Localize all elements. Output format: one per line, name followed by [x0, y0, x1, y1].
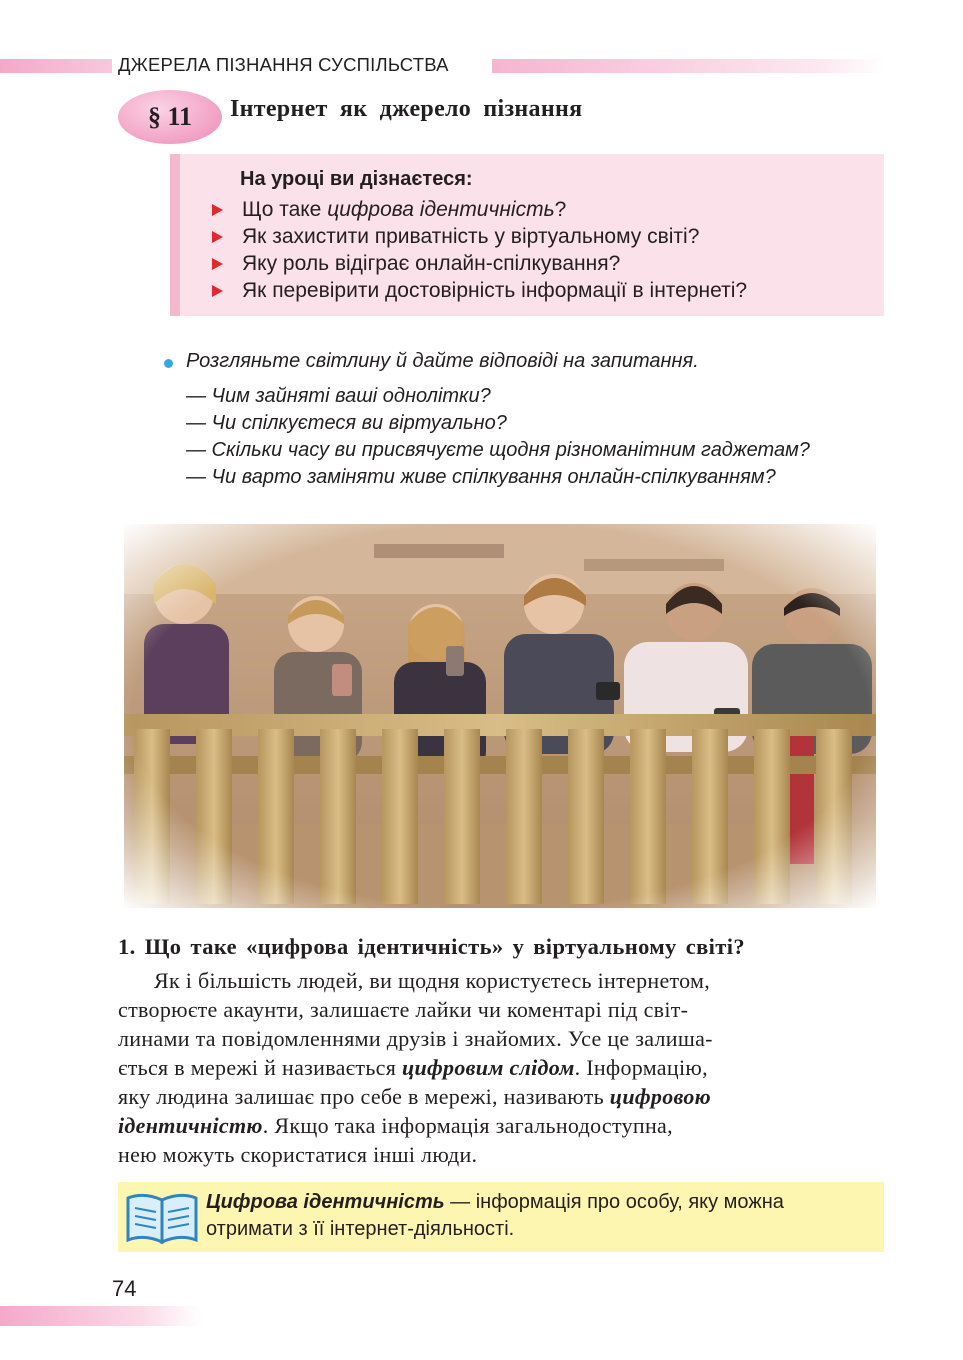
paragraph-number: § 11	[147, 102, 193, 131]
children-with-phones-photo	[124, 524, 876, 908]
learning-goals-box	[170, 154, 884, 316]
body-line: Як і більшість людей, ви щодня користуєтесь інтернетом,	[154, 968, 711, 993]
running-header-title: ДЖЕРЕЛА ПІЗНАННЯ СУСПІЛЬСТВА	[118, 54, 449, 75]
header-stripe-left	[0, 59, 112, 73]
triangle-bullet-icon	[212, 204, 223, 216]
task-question: — Чи спілкуєтеся ви віртуально?	[186, 412, 507, 434]
learning-goal-item: Як захистити приватність у віртуальному світі?	[210, 223, 747, 250]
learning-goal-item: Що таке цифрова ідентичність?	[210, 196, 747, 223]
task-question: — Чим зайняті ваші однолітки?	[186, 385, 491, 407]
task-question: — Чи варто заміняти живе спілкування онлайн-спілкуванням?	[186, 466, 776, 488]
body-line: линами та повідомленнями друзів і знайомих. Усе це залиша-	[118, 1026, 713, 1051]
open-book-icon	[126, 1188, 198, 1244]
learning-goals-list	[210, 196, 747, 304]
blue-dot-bullet-icon	[164, 359, 173, 368]
body-line: яку людина залишає про себе в мережі, називають цифровою	[118, 1084, 712, 1109]
learning-goal-item: Яку роль відіграє онлайн-спілкування?	[210, 250, 747, 277]
footer-stripe	[0, 1306, 200, 1326]
photo-illustration	[124, 524, 876, 908]
lesson-title: Інтернет як джерело пізнання	[230, 96, 583, 122]
header-stripe-right	[492, 59, 884, 73]
learning-goal-item: Як перевірити достовірність інформації в інтернеті?	[210, 277, 747, 304]
body-line: створюєте акаунти, залишаєте лайки чи коментарі під світ-	[118, 997, 689, 1022]
triangle-bullet-icon	[212, 258, 223, 270]
triangle-bullet-icon	[212, 285, 223, 297]
page-number: 74	[112, 1276, 137, 1301]
task-questions	[186, 383, 810, 491]
body-line: ідентичністю. Якщо така інформація загальнодоступна,	[118, 1113, 673, 1138]
body-line: ється в мережі й називається цифровим слідом. Інформацію,	[118, 1055, 708, 1080]
running-header	[0, 52, 963, 78]
section-heading: 1. Що таке «цифрова ідентичність» у віртуальному світі?	[118, 934, 746, 959]
definition-text: Цифрова ідентичність — інформація про особу, яку можна отримати з її інтернет-діяльності.	[206, 1191, 784, 1240]
body-paragraph	[118, 966, 884, 1169]
definition-box	[118, 1182, 884, 1252]
learning-goals-heading: На уроці ви дізнаєтеся:	[240, 168, 473, 190]
task-prompt: Розгляньте світлину й дайте відповіді на запитання.	[186, 350, 699, 372]
term-digital-footprint: цифровим слідом	[401, 1055, 575, 1080]
paragraph-badge	[118, 90, 222, 144]
triangle-bullet-icon	[212, 231, 223, 243]
task-question: — Скільки часу ви присвячуєте щодня різноманітним гаджетам?	[186, 439, 810, 461]
term-digital-identity-part1: цифровою	[609, 1084, 712, 1109]
term-digital-identity-part2: ідентичністю	[118, 1113, 263, 1138]
body-line: нею можуть скористатися інші люди.	[118, 1142, 478, 1167]
definition-term: Цифрова ідентичність	[206, 1191, 445, 1213]
